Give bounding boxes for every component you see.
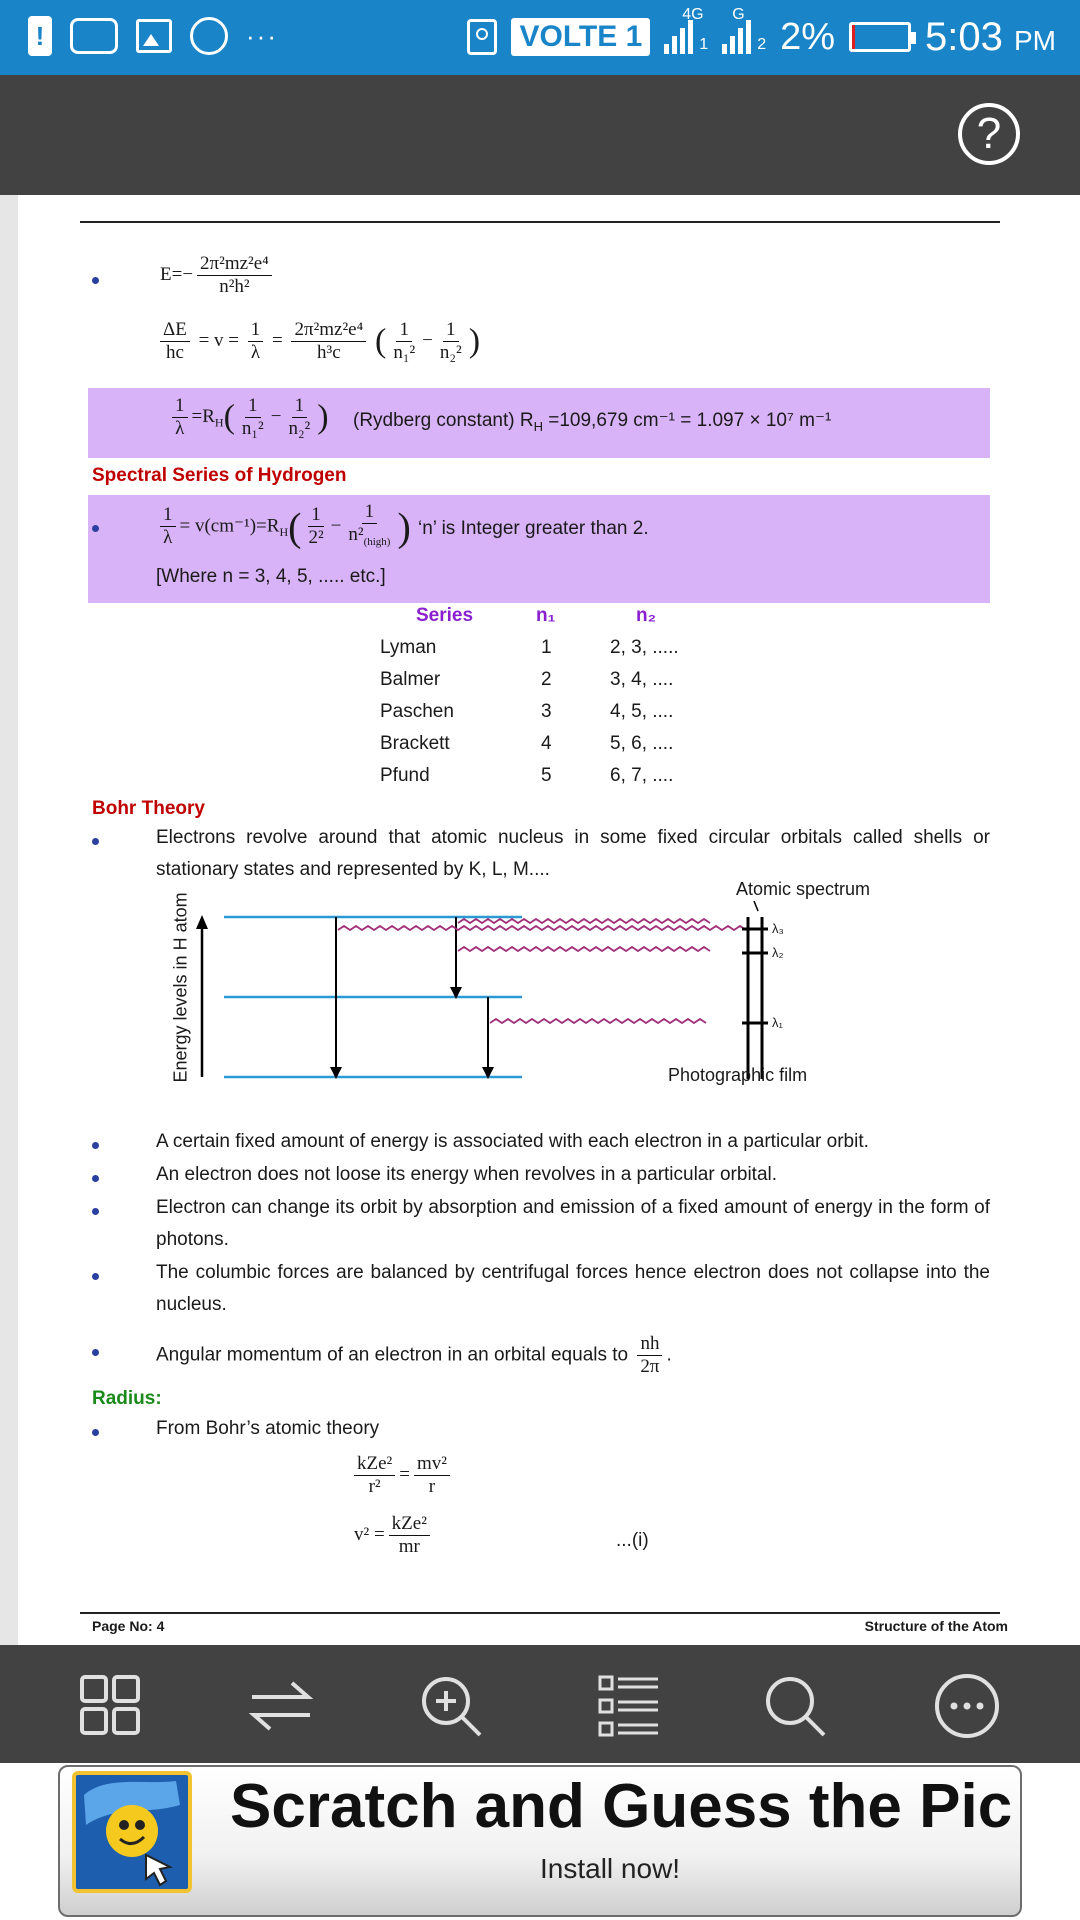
eq2-frac5-den: n₂² [439, 342, 462, 363]
ad-app-icon [72, 1771, 192, 1893]
energy-level-svg [166, 887, 906, 1087]
spec-sub: H [279, 525, 289, 540]
table-cell-n1: 1 [541, 637, 552, 658]
bohr-point: The columbic forces are balanced by centrifugal forces hence electron does not collapse into the nucleus. [156, 1262, 990, 1315]
eq2-frac2-den: λ [250, 342, 261, 363]
thumbnails-button[interactable] [76, 1671, 146, 1741]
spec-minus: − [330, 515, 342, 537]
rydberg-equation: $\frac{1}{\lambda}$ $=R_H$( $\frac{1}{\text{n₁²}}$ − $\frac{1}{\text{n₂²}}$ ) [168, 395, 329, 440]
radius-eq2-num: kZe² [389, 1513, 430, 1536]
eq2-frac3-den: h³c [317, 342, 341, 363]
screen-mirror-icon [467, 19, 497, 55]
table-cell-series: Lyman [380, 637, 437, 658]
eq2-frac5-num: 1 [443, 319, 459, 342]
radius-equation-1 [350, 1453, 454, 1498]
alert-icon: ! [28, 16, 52, 56]
ad-area [0, 1763, 1080, 1920]
eq2-frac1-den: hc [165, 342, 184, 363]
eq1-num: 2π²mz²e⁴ [197, 253, 272, 276]
zoom-in-icon [416, 1671, 486, 1741]
bullet [92, 277, 99, 284]
radius-eq2-den: mr [398, 1536, 420, 1557]
table-header-n1: n₁ [536, 605, 556, 626]
lambda2-label: λ₂ [772, 945, 784, 960]
radius-equation-2 [354, 1513, 434, 1558]
photographic-film-label: Photographic film [668, 1065, 808, 1085]
table-cell-n1: 3 [541, 701, 552, 722]
image-icon [136, 19, 172, 53]
bohr-point: An electron does not loose its energy when revolves in a particular orbital. [156, 1164, 778, 1185]
where-note: [Where n = 3, 4, 5, ..... etc.] [156, 566, 386, 587]
bullet [92, 1349, 99, 1356]
spec-mid: = v(cm⁻¹)=R [179, 515, 280, 537]
spectral-series-heading: Spectral Series of Hydrogen [92, 465, 347, 486]
search-icon [760, 1671, 830, 1741]
table-header-series: Series [416, 605, 474, 626]
ad-title: Scratch and Guess the Pic [230, 1772, 1013, 1841]
angular-frac [637, 1333, 662, 1378]
list-icon [594, 1671, 664, 1741]
spec-frac3-num: 1 [362, 501, 378, 524]
voicemail-icon [70, 18, 118, 54]
help-icon: ? [976, 109, 1002, 158]
signal-icon [664, 20, 693, 54]
eq1-lhs: E=− [160, 263, 194, 285]
status-indicators [467, 6, 1056, 62]
lambda1-label: λ₁ [772, 1015, 783, 1030]
angular-tail: . [666, 1344, 672, 1366]
table-cell-series: Brackett [380, 733, 450, 754]
eq2-minus: − [422, 329, 433, 351]
ryd-frac2-num: 1 [245, 395, 261, 418]
energy-wavelength-equation: $\frac{\Delta E}{hc}$ = v = $\frac{1}{\lambda}$ = $\frac{\text{2π²mz²e⁴}}{\text{h³c}}$ ( $\frac{1}{\text{n₁²}}$ − $\frac{1}{\text{n₂²}}$ ) [156, 319, 480, 364]
radius-text: From Bohr’s atomic theory [156, 1418, 380, 1439]
notification-icons [28, 16, 278, 56]
page-number: Page No: 4 [92, 1618, 165, 1634]
battery-percent: 2% [780, 15, 836, 58]
eq2-frac2-num: 1 [248, 319, 264, 342]
bullet [92, 1142, 99, 1149]
eq2-mid: = v = [198, 329, 240, 351]
eq2-frac3-num: 2π²mz²e⁴ [291, 319, 366, 342]
more-notifications-icon: ··· [246, 20, 278, 51]
angular-num: nh [637, 1333, 662, 1356]
bullet [92, 1208, 99, 1215]
atomic-spectrum-label: Atomic spectrum [736, 879, 871, 899]
eq2-equals: = [272, 329, 283, 351]
rydberg-text: (Rydberg constant) R [353, 410, 534, 431]
table-cell-n2: 3, 4, .... [610, 669, 674, 690]
eq2-frac4-den: n₁² [393, 342, 416, 363]
table-cell-n2: 4, 5, .... [610, 701, 674, 722]
footer-rule [80, 1612, 1000, 1614]
spec-frac2-num: 1 [308, 504, 324, 527]
spec-frac1-den: λ [163, 527, 173, 549]
ryd-frac2-den: n₁² [241, 418, 264, 439]
bohr-point: Electrons revolve around that atomic nucleus in some fixed circular orbitals called shells or stationary states and represented by K, L, M.... [156, 827, 990, 880]
lambda3-label: λ₃ [772, 921, 784, 936]
sim2-type-label: G [732, 6, 745, 23]
energy-level-diagram [166, 879, 906, 1087]
bohr-point: Electron can change its orbit by absorption and emission of a fixed amount of energy in the form of photons. [156, 1197, 990, 1250]
radius-eq2-lhs: v² = [354, 1523, 385, 1545]
table-cell-n2: 2, 3, ..... [610, 637, 679, 658]
eq1-den: n²h² [219, 276, 250, 297]
signal-icon [722, 20, 751, 54]
top-rule [80, 221, 1000, 223]
angular-momentum-text: Angular momentum of an electron in an orbital equals to [156, 1344, 629, 1366]
clock [925, 15, 1056, 60]
sim2-label: 2 [757, 36, 767, 53]
table-cell-n2: 5, 6, .... [610, 733, 674, 754]
radius-eq1-den1: r² [368, 1476, 381, 1497]
swap-icon [246, 1671, 316, 1741]
ad-banner[interactable] [58, 1765, 1022, 1917]
chapter-title: Structure of the Atom [864, 1618, 1008, 1634]
radius-heading: Radius: [92, 1388, 162, 1409]
ad-mascot-icon [76, 1775, 188, 1889]
equation-tag: ...(i) [616, 1530, 649, 1551]
bullet [92, 1273, 99, 1280]
table-cell-series: Pfund [380, 765, 430, 786]
table-cell-n1: 2 [541, 669, 552, 690]
clock-time: 5:03 [925, 14, 1003, 59]
bottom-toolbar [0, 1645, 1080, 1763]
bohr-point: A certain fixed amount of energy is associated with each electron in a particular orbit. [156, 1131, 869, 1152]
sim2-signal [722, 6, 767, 54]
bullet [92, 838, 99, 845]
table-cell-n1: 4 [541, 733, 552, 754]
ryd-frac1-den: λ [175, 418, 185, 439]
rydberg-value: =109,679 cm⁻¹ = 1.097 × 10⁷ m⁻¹ [542, 410, 832, 431]
ryd-frac3-num: 1 [292, 395, 308, 418]
sim1-signal [664, 6, 709, 54]
bohr-point [156, 1333, 672, 1378]
search-button[interactable] [760, 1671, 830, 1741]
spec-frac3-den: n² [348, 524, 364, 545]
document-page [18, 195, 1080, 1645]
swap-button[interactable] [246, 1671, 316, 1741]
thumbnails-icon [76, 1671, 146, 1741]
energy-equation [160, 253, 276, 298]
ryd-frac1-num: 1 [172, 395, 188, 418]
eq2-frac1-num: ΔE [160, 319, 190, 342]
bullet [92, 1175, 99, 1182]
spectral-equation: $\frac{1}{\lambda}$ = $v(cm^{-1})=R_H$( $\frac{1}{\text{2²}}$ − $\frac{1}{n^2_{(high)}}$ ) [156, 501, 411, 553]
rydberg-constant [353, 405, 831, 443]
radius-eq1-num1: kZe² [354, 1453, 395, 1476]
spectral-note: ‘n’ is Integer greater than 2. [418, 518, 649, 539]
more-button[interactable] [932, 1671, 1002, 1741]
radius-eq1-equals: = [399, 1463, 410, 1485]
table-cell-n2: 6, 7, .... [610, 765, 674, 786]
ad-install-link[interactable]: Install now! [540, 1853, 681, 1884]
bullet [92, 1429, 99, 1436]
bohr-theory-heading: Bohr Theory [92, 798, 205, 819]
table-cell-n1: 5 [541, 765, 552, 786]
table-cell-series: Balmer [380, 669, 441, 690]
help-button[interactable] [958, 103, 1020, 165]
spec-frac3-sub: (high) [363, 535, 391, 548]
status-bar [0, 0, 1080, 75]
ryd-sub: H [214, 415, 224, 430]
table-cell-series: Paschen [380, 701, 454, 722]
app-bar [0, 75, 1080, 195]
table-header-n2: n₂ [636, 605, 657, 626]
bullet [92, 525, 99, 532]
clock-ampm: PM [1014, 24, 1056, 56]
ryd-minus: − [270, 405, 282, 427]
ryd-frac3-den: n₂² [288, 418, 311, 439]
radius-eq1-num2: mv² [414, 1453, 450, 1476]
spec-frac1-num: 1 [160, 504, 176, 527]
whatsapp-icon [190, 17, 228, 55]
more-icon [932, 1671, 1002, 1741]
zoom-in-button[interactable] [416, 1671, 486, 1741]
angular-den: 2π [640, 1356, 660, 1377]
ryd-mid: =R [191, 405, 215, 427]
network-type-label: 4G [682, 6, 704, 23]
sim1-label: 1 [699, 36, 709, 53]
document-viewer[interactable] [0, 195, 1080, 1645]
page-content [18, 195, 1080, 1645]
eq2-frac4-num: 1 [396, 319, 412, 342]
y-axis-label: Energy levels in H atom [170, 892, 191, 1083]
radius-eq1-den2: r [428, 1476, 436, 1497]
outline-button[interactable] [594, 1671, 664, 1741]
rydberg-sub: H [533, 418, 543, 434]
spec-frac2-den: 2² [308, 527, 324, 549]
battery-icon [849, 22, 911, 52]
volte-badge: VOLTE 1 [511, 18, 650, 56]
